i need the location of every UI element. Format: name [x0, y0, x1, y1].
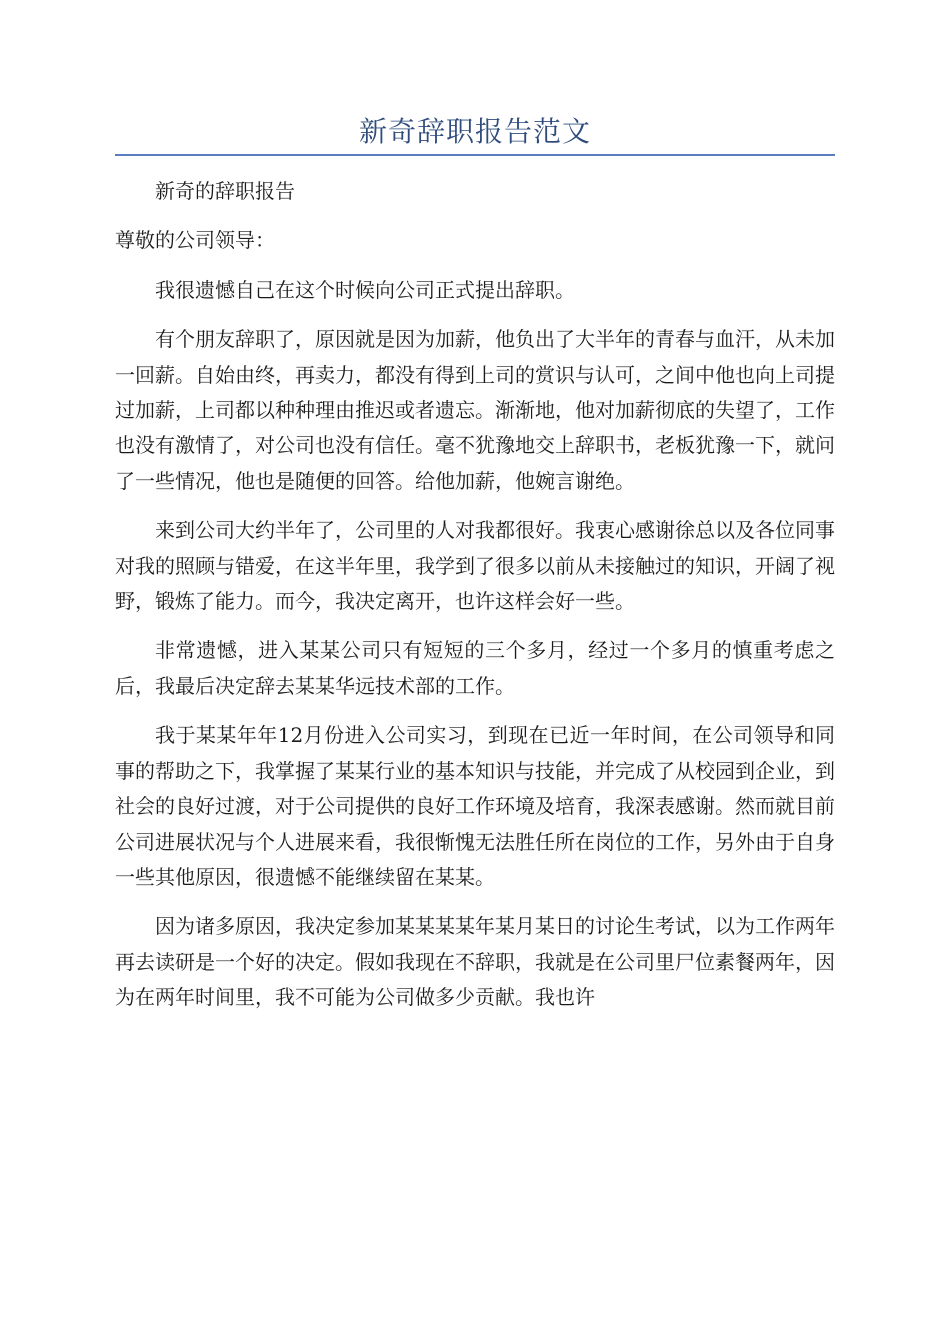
- subtitle-paragraph: 新奇的辞职报告: [155, 179, 295, 203]
- body-paragraph: 非常遗憾，进入某某公司只有短短的三个多月，经过一个多月的慎重考虑之后，我最后决定辞去某某华远技术部的工作。: [115, 638, 835, 698]
- title-underline: [115, 154, 835, 156]
- body-paragraph: 我很遗憾自己在这个时候向公司正式提出辞职。: [155, 277, 575, 302]
- body-paragraph: 来到公司大约半年了，公司里的人对我都很好。我衷心感谢徐总以及各位同事对我的照顾与错爱，在这半年里，我学到了很多以前从未接触过的知识，开阔了视野，锻炼了能力。而今，我决定离开，也许这样会好一些。: [115, 518, 835, 614]
- body-paragraph: 我于某某年年12月份进入公司实习，到现在已近一年时间，在公司领导和同事的帮助之下，我掌握了某某行业的基本知识与技能，并完成了从校园到企业，到社会的良好过渡，对于公司提供的良好工作环境及培育，我深表感谢。然而就目前公司进展状况与个人进展来看，我很惭愧无法胜任所在岗位的工作，另外由于自身一些其他原因，很遗憾不能继续留在某某。: [115, 723, 835, 889]
- salutation-paragraph: 尊敬的公司领导：: [115, 228, 275, 253]
- document-title: 新奇辞职报告范文: [358, 115, 591, 148]
- body-paragraph: 有个朋友辞职了，原因就是因为加薪，他负出了大半年的青春与血汗，从未加一回薪。自始由终，再卖力，都没有得到上司的赏识与认可，之间中他也向上司提过加薪，上司都以种种理由推迟或者遗忘。渐渐地，他对加薪彻底的失望了，工作也没有激情了，对公司也没有信任。毫不犹豫地交上辞职书，老板犹豫一下，就问了一些情况，他也是随便的回答。给他加薪，他婉言谢绝。: [115, 327, 835, 493]
- document-body: [115, 174, 835, 1030]
- body-paragraph: 因为诸多原因，我决定参加某某某某年某月某日的讨论生考试，以为工作两年再去读研是一个好的决定。假如我现在不辞职，我就是在公司里尸位素餐两年，因为在两年时间里，我不可能为公司做多少贡献。我也许: [115, 914, 835, 1010]
